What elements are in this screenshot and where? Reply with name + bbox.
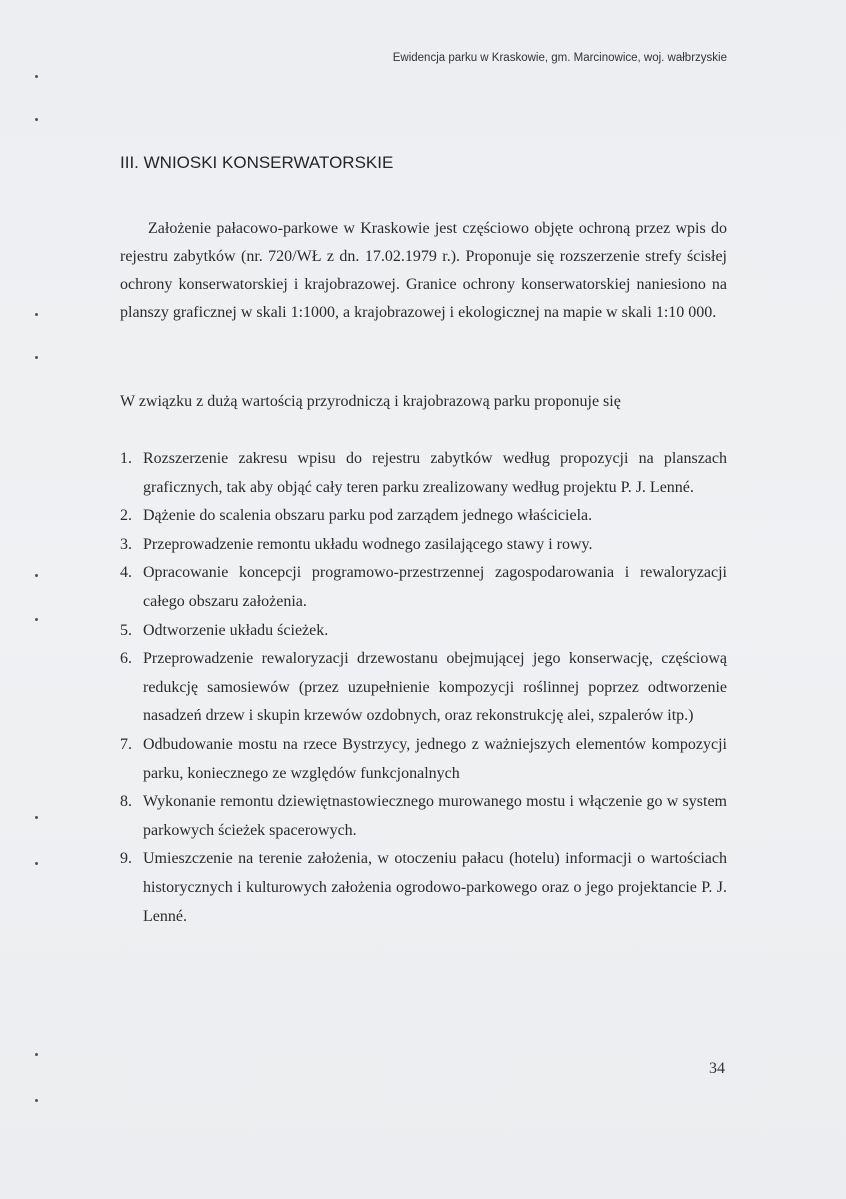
list-item [120,531,727,560]
list-item [120,845,727,931]
list-item-number: 6. [120,650,132,668]
list-item [120,445,727,502]
scan-speck [35,313,38,316]
scan-speck [35,816,38,819]
scan-speck [35,75,38,78]
proposals-lead-paragraph: W związku z dużą wartością przyrodniczą i krajobrazową parku proponuje się [120,393,621,410]
scan-speck [35,1053,38,1056]
section-title: III. WNIOSKI KONSERWATORSKIE [120,153,394,172]
list-item-text: Opracowanie koncepcji programowo-przestrzennej zagospodarowania i rewaloryzacji całego obszaru założenia. [143,564,727,610]
list-item-number: 1. [120,450,132,467]
scan-speck [35,118,38,121]
list-item-number: 9. [120,850,132,868]
page-number: 34 [709,1060,725,1077]
scan-speck [35,1099,38,1102]
running-header: Ewidencja parku w Kraskowie, gm. Marcinowice, woj. wałbrzyskie [392,52,727,64]
scan-speck [35,618,38,621]
list-item-text: Wykonanie remontu dziewiętnastowiecznego murowanego mostu i włączenie go w system parkowych ścieżek spacerowych. [143,793,727,839]
list-item [120,617,727,646]
list-item-text: Przeprowadzenie rewaloryzacji drzewostanu obejmującej jego konserwację, częściową redukcję samosiewów (przez uzupełnienie kompozycji roślinnej poprzez odtworzenie nasadzeń drzew i skupin krzewów ozdobnych, oraz rekonstrukcję alei, szpalerów itp.) [143,650,727,725]
scan-speck [35,574,38,577]
list-item-number: 7. [120,735,132,753]
list-item [120,731,727,788]
list-item-text: Umieszczenie na terenie założenia, w otoczeniu pałacu (hotelu) informacji o wartościach historycznych i kulturowych założenia ogrodowo-parkowego oraz o jego projektancie P. J. Lenné. [143,850,727,925]
list-item [120,559,727,616]
list-item [120,788,727,845]
scan-speck [35,356,38,359]
list-item-number: 2. [120,507,132,525]
list-item [120,645,727,731]
list-item-text: Odtworzenie układu ścieżek. [143,621,329,639]
scan-speck [35,862,38,865]
list-item-text: Dążenie do scalenia obszaru parku pod zarządem jednego właściciela. [143,507,593,525]
proposals-list [120,445,727,931]
list-item-number: 3. [120,535,132,553]
list-item-number: 5. [120,621,132,639]
list-item-text: Odbudowanie mostu na rzece Bystrzycy, jednego z ważniejszych elementów kompozycji parku, koniecznego ze względów funkcjonalnych [143,735,727,782]
list-item-text: Rozszerzenie zakresu wpisu do rejestru zabytków według propozycji na planszach graficznych, tak aby objąć cały teren parku zrealizowany według projektu P. J. Lenné. [143,450,727,496]
list-item [120,502,727,531]
intro-paragraph: Założenie pałacowo-parkowe w Kraskowie jest częściowo objęte ochroną przez wpis do rejestru zabytków (nr. 720/WŁ z dn. 17.02.1979 r.). Proponuje się rozszerzenie strefy ścisłej ochrony konserwatorskiej i krajobrazowej. Granice ochrony konserwatorskiej naniesiono na planszy graficznej w skali 1:1000, a krajobrazowej i ekologicznej na mapie w skali 1:10 000. [120,220,727,321]
list-item-number: 8. [120,793,132,811]
list-item-number: 4. [120,564,132,582]
list-item-text: Przeprowadzenie remontu układu wodnego zasilającego stawy i rowy. [143,535,593,553]
